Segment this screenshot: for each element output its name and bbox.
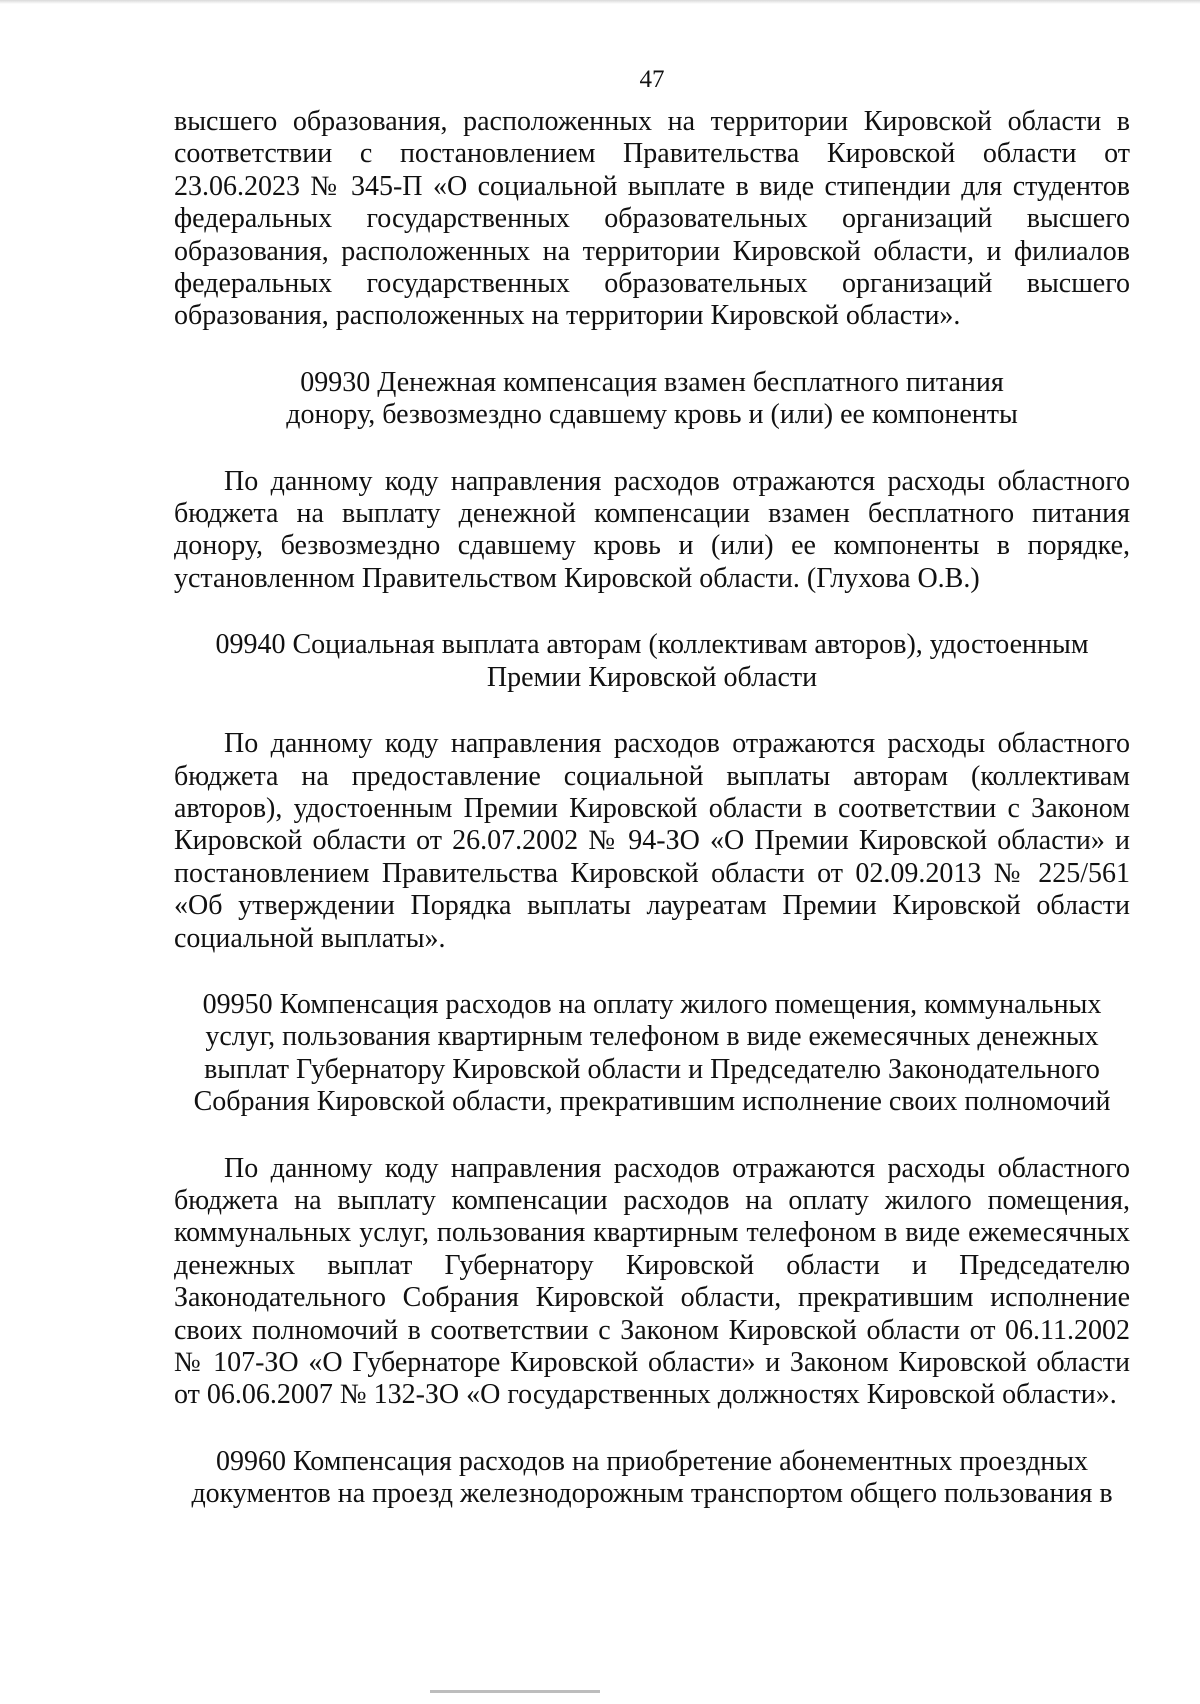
section-heading-09940: 09940 Социальная выплата авторам (коллективам авторов), удостоенным Премии Кировской области <box>215 629 1089 693</box>
paragraph-continuation: высшего образования, расположенных на территории Кировской области в соответствии с постановлением Правительства Кировской области от 23.06.2023 № 345-П «О социальной выплате в виде стипендии для студентов федеральных государственных образовательных организаций высшего образования, расположенных на территории Кировской области, и филиалов федеральных государственных образовательных организаций высшего образования, расположенных на территории Кировской области». <box>174 106 1130 332</box>
section-heading-09960: 09960 Компенсация расходов на приобретение абонементных проездных документов на проезд железнодорожным транспортом общего пользования в <box>191 1445 1113 1510</box>
document-page <box>174 60 1130 1511</box>
section-heading-09930: 09930 Денежная компенсация взамен бесплатного питания донору, безвозмездно сдавшему кровь и (или) ее компоненты <box>286 366 1018 431</box>
section-heading-09950: 09950 Компенсация расходов на оплату жилого помещения, коммунальных услуг, пользования квартирным телефоном в виде ежемесячных денежных выплат Губернатору Кировской области и Председателю Законодательного Собрания Кировской области, прекратившим исполнение своих полномочий <box>193 988 1111 1118</box>
scan-edge-bottom <box>430 1690 600 1693</box>
paragraph-09940: По данному коду направления расходов отражаются расходы областного бюджета на предоставление социальной выплаты авторам (коллективам авторов), удостоенным Премии Кировской области в соответствии с Законом Кировской области от 26.07.2002 № 94-ЗО «О Премии Кировской области» и постановлением Правительства Кировской области от 02.09.2013 № 225/561 «Об утверждении Порядка выплаты лауреатам Премии Кировской области социальной выплаты». <box>174 728 1130 954</box>
page-number: 47 <box>639 66 665 93</box>
paragraph-09930: По данному коду направления расходов отражаются расходы областного бюджета на выплату денежной компенсации взамен бесплатного питания донору, безвозмездно сдавшему кровь и (или) ее компоненты в порядке, установленном Правительством Кировской области. (Глухова О.В.) <box>174 465 1130 594</box>
paragraph-09950: По данному коду направления расходов отражаются расходы областного бюджета на выплату компенсации расходов на оплату жилого помещения, коммунальных услуг, пользования квартирным телефоном в виде ежемесячных денежных выплат Губернатору Кировской области и Председателю Законодательного Собрания Кировской области, прекратившим исполнение своих полномочий в соответствии с Законом Кировской области от 06.11.2002 № 107-ЗО «О Губернаторе Кировской области» и Законом Кировской области от 06.06.2007 № 132-ЗО «О государственных должностях Кировской области». <box>174 1152 1130 1411</box>
scan-edge-top <box>0 0 1200 4</box>
